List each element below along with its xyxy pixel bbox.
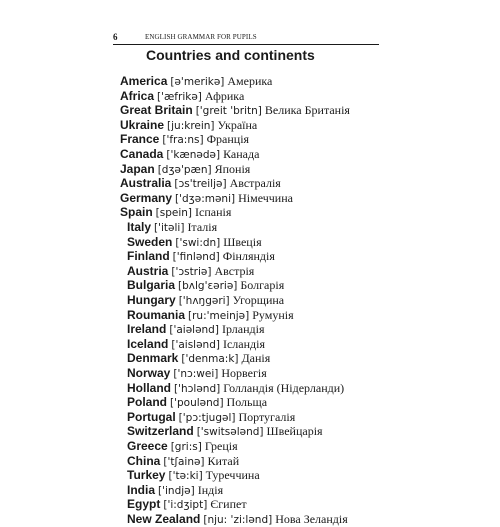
entry-transcription: [ru:'meinjə]	[188, 309, 250, 322]
vocabulary-entry	[120, 118, 257, 132]
vocabulary-entry	[120, 103, 350, 117]
vocabulary-entry	[127, 497, 247, 511]
entry-word: Spain	[120, 205, 153, 220]
entry-transcription: [bʌlg'ɛəriə]	[178, 280, 238, 293]
entry-translation: Голландія (Нідерланди)	[223, 380, 345, 395]
entry-transcription: ['poulənd]	[170, 397, 224, 410]
vocabulary-entry	[127, 322, 265, 336]
vocabulary-entry	[127, 249, 275, 263]
entry-translation: Норвегія	[221, 366, 267, 380]
entry-translation: Японія	[214, 161, 251, 176]
entry-translation: Німеччина	[238, 190, 293, 205]
entry-transcription: [ɔs'treiljə]	[174, 178, 227, 191]
entry-word: America	[120, 74, 168, 88]
entry-translation: Китай	[207, 453, 240, 468]
vocabulary-entry	[127, 439, 238, 453]
vocabulary-entry	[120, 132, 249, 146]
entry-transcription: ['tə:ki]	[168, 470, 203, 483]
entry-translation: Туреччина	[205, 468, 260, 483]
vocabulary-entry	[127, 308, 294, 322]
entry-transcription: ['fra:ns]	[162, 134, 204, 147]
entry-translation: Нова Зеландія	[275, 512, 348, 526]
entry-word: Greece	[127, 439, 168, 453]
entry-transcription: ['kænədə]	[166, 149, 221, 161]
entry-word: Canada	[120, 147, 164, 161]
page-number: 6	[113, 32, 118, 42]
vocabulary-entry	[120, 74, 272, 88]
entry-transcription: ['hʌŋgəri]	[178, 295, 230, 307]
entry-translation: Греція	[204, 439, 238, 453]
entry-word: Bulgaria	[127, 278, 176, 293]
entry-transcription: [ju:krein]	[167, 119, 215, 132]
entry-word: Germany	[120, 190, 173, 205]
entry-transcription: ['ɔstriə]	[171, 265, 212, 278]
entry-word: Sweden	[127, 234, 173, 249]
entry-word: Norway	[127, 366, 171, 380]
entry-transcription: ['i:dʒipt]	[163, 499, 208, 512]
vocabulary-entry	[120, 162, 250, 176]
entry-translation: Іспанія	[195, 205, 232, 220]
running-title: ENGLISH GRAMMAR FOR PUPILS	[145, 33, 257, 41]
entry-transcription: ['tʃainə]	[163, 455, 205, 468]
entry-translation: Америка	[227, 74, 273, 88]
entry-word: Austria	[127, 263, 169, 278]
entry-transcription: ['switsələnd]	[196, 426, 264, 439]
entry-transcription: ['nɔ:wei]	[173, 368, 219, 380]
entry-translation: Африка	[204, 88, 245, 103]
vocabulary-entry	[120, 176, 281, 190]
entry-word: Italy	[127, 220, 152, 234]
vocabulary-entry	[127, 410, 295, 424]
entry-word: Portugal	[127, 409, 176, 424]
vocabulary-entry	[127, 512, 348, 526]
entry-word: Australia	[120, 176, 172, 191]
entry-word: Africa	[120, 88, 155, 103]
vocabulary-entry	[120, 147, 259, 161]
entry-word: Ukraine	[120, 117, 165, 132]
header-rule	[113, 44, 379, 45]
entry-translation: Канада	[223, 147, 260, 161]
entry-translation: Австрія	[214, 263, 255, 278]
entry-translation: Швеція	[223, 234, 262, 249]
entry-translation: Португалія	[238, 409, 296, 424]
page-header	[113, 31, 379, 43]
entry-word: China	[127, 453, 161, 468]
entry-word: Great Britain	[120, 103, 193, 118]
entry-transcription: ['pɔ:tjugəl]	[178, 411, 236, 424]
vocabulary-entry	[127, 424, 323, 438]
entry-translation: Ісландія	[222, 336, 265, 351]
entry-transcription: ['hɔlənd]	[174, 382, 221, 395]
entry-translation: Швейцарія	[266, 424, 323, 439]
vocabulary-entry	[127, 264, 254, 278]
entry-translation: Велика Британія	[264, 103, 350, 118]
entry-transcription: ['indjə]	[158, 484, 195, 497]
vocabulary-entry	[127, 483, 223, 497]
entry-word: New Zealand	[127, 512, 201, 526]
entry-word: Japan	[120, 161, 155, 176]
entry-translation: Данія	[241, 351, 271, 366]
entry-translation: Австралія	[229, 176, 281, 191]
entry-transcription: ['finlənd]	[172, 251, 220, 264]
entry-translation: Болгарія	[240, 278, 285, 293]
vocabulary-entry	[127, 366, 267, 380]
section-title: Countries and continents	[146, 47, 315, 63]
entry-translation: Індія	[197, 482, 224, 497]
vocabulary-entry	[127, 351, 270, 365]
entry-word: Roumania	[127, 307, 186, 322]
entry-word: France	[120, 132, 160, 147]
entry-word: Iceland	[127, 336, 169, 351]
entry-translation: Україна	[217, 117, 258, 132]
vocabulary-entry	[127, 337, 265, 351]
vocabulary-entry	[120, 205, 231, 219]
entry-translation: Єгипет	[210, 497, 247, 512]
entry-word: Finland	[127, 249, 170, 264]
vocabulary-entry	[127, 381, 344, 395]
entry-translation: Польща	[226, 395, 268, 410]
entry-transcription: [ə'merikə]	[170, 76, 225, 88]
entry-translation: Румунія	[252, 307, 294, 322]
entry-transcription: [spein]	[155, 207, 193, 220]
entry-translation: Фінляндія	[222, 249, 275, 264]
vocabulary-entry	[120, 191, 293, 205]
entry-transcription: ['denma:k]	[181, 353, 239, 366]
entry-word: Denmark	[127, 351, 179, 366]
entry-translation: Угорщина	[232, 293, 285, 307]
vocabulary-entry	[120, 89, 244, 103]
entry-word: Ireland	[127, 322, 167, 337]
vocabulary-entry	[127, 220, 217, 234]
entry-transcription: ['dʒə:məni]	[175, 192, 236, 205]
entry-word: Poland	[127, 395, 168, 410]
entry-word: Switzerland	[127, 424, 194, 439]
entry-translation: Франція	[206, 132, 250, 147]
vocabulary-entry	[127, 395, 267, 409]
vocabulary-entry	[127, 278, 284, 292]
entry-word: Turkey	[127, 468, 166, 483]
vocabulary-entry	[127, 468, 260, 482]
vocabulary-entry	[127, 293, 284, 307]
entry-transcription: ['swi:dn]	[175, 236, 221, 249]
entry-translation: Італія	[187, 220, 218, 234]
entry-word: Egypt	[127, 497, 161, 512]
entry-transcription: ['greit 'britn]	[195, 105, 262, 118]
entry-translation: Ірландія	[221, 322, 265, 337]
entry-transcription: [gri:s]	[170, 441, 202, 453]
entry-transcription: ['aislənd]	[171, 338, 220, 351]
entry-transcription: ['aiələnd]	[169, 324, 219, 337]
vocabulary-entry	[127, 454, 239, 468]
entry-transcription: ['æfrikə]	[157, 90, 202, 103]
entry-transcription: [dʒə'pæn]	[157, 163, 212, 176]
entry-word: India	[127, 482, 156, 497]
entry-word: Hungary	[127, 293, 176, 307]
entry-word: Holland	[127, 380, 171, 395]
vocabulary-entry	[127, 235, 262, 249]
entry-transcription: ['itəli]	[154, 222, 185, 234]
entry-transcription: [nju: 'zi:lənd]	[203, 514, 273, 526]
